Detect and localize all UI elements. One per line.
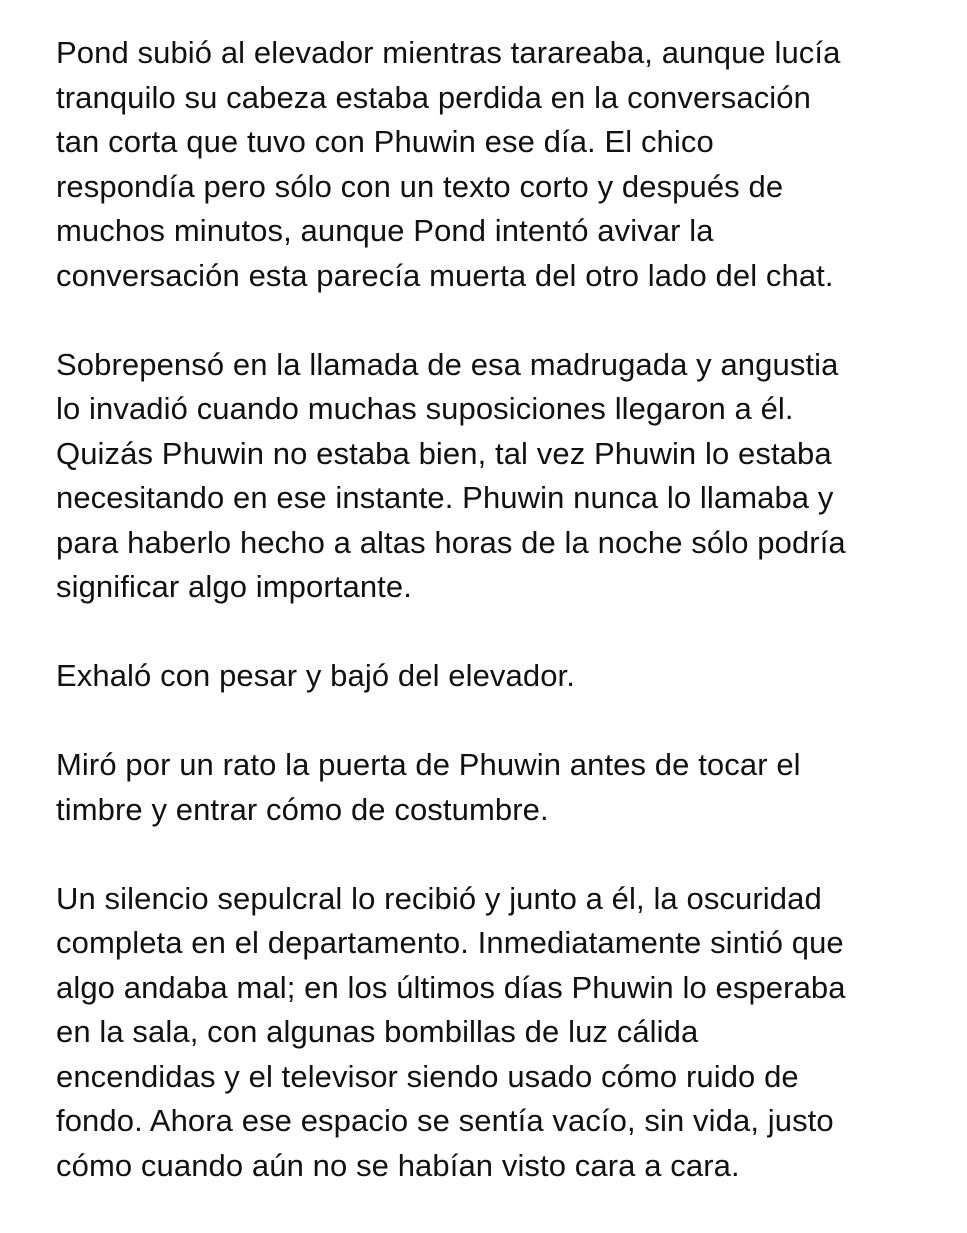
paragraph-2 bbox=[56, 343, 936, 610]
text-line: conversación esta parecía muerta del otro lado del chat. bbox=[56, 257, 834, 293]
text-line: tan corta que tuvo con Phuwin ese día. El chico bbox=[56, 124, 714, 159]
text-line: necesitando en ese instante. Phuwin nunca lo llamaba y bbox=[56, 480, 834, 515]
text-line: lo invadió cuando muchas suposiciones llegaron a él. bbox=[56, 391, 794, 426]
text-line: tranquilo su cabeza estaba perdida en la conversación bbox=[56, 79, 811, 115]
text-line: Exhaló con pesar y bajó del elevador. bbox=[56, 658, 575, 693]
text-line: en la sala, con algunas bombillas de luz cálida bbox=[56, 1014, 699, 1049]
text-line: fondo. Ahora ese espacio se sentía vacío, sin vida, justo bbox=[56, 1103, 834, 1138]
text-line: timbre y entrar cómo de costumbre. bbox=[56, 791, 549, 827]
story-text bbox=[56, 31, 936, 1233]
text-line: respondía pero sólo con un texto corto y después de bbox=[56, 168, 784, 204]
text-line: para haberlo hecho a altas horas de la noche sólo podría bbox=[56, 524, 846, 560]
paragraph-4 bbox=[56, 743, 936, 832]
paragraph-3 bbox=[56, 654, 936, 699]
text-line: cómo cuando aún no se habían visto cara a cara. bbox=[56, 1147, 740, 1183]
text-line: muchos minutos, aunque Pond intentó avivar la bbox=[56, 213, 714, 248]
text-line: Un silencio sepulcral lo recibió y junto a él, la oscuridad bbox=[56, 880, 822, 916]
text-line: encendidas y el televisor siendo usado cómo ruido de bbox=[56, 1058, 799, 1094]
paragraph-1 bbox=[56, 31, 936, 298]
text-line: algo andaba mal; en los últimos días Phuwin lo esperaba bbox=[56, 969, 846, 1005]
text-line: Pond subió al elevador mientras tarareaba, aunque lucía bbox=[56, 35, 841, 70]
text-line: significar algo importante. bbox=[56, 569, 412, 604]
paragraph-5 bbox=[56, 877, 936, 1189]
text-line: Miró por un rato la puerta de Phuwin antes de tocar el bbox=[56, 747, 801, 782]
text-line: Sobrepensó en la llamada de esa madrugada y angustia bbox=[56, 346, 839, 382]
text-line: Quizás Phuwin no estaba bien, tal vez Phuwin lo estaba bbox=[56, 435, 832, 471]
text-line: completa en el departamento. Inmediatamente sintió que bbox=[56, 925, 844, 960]
